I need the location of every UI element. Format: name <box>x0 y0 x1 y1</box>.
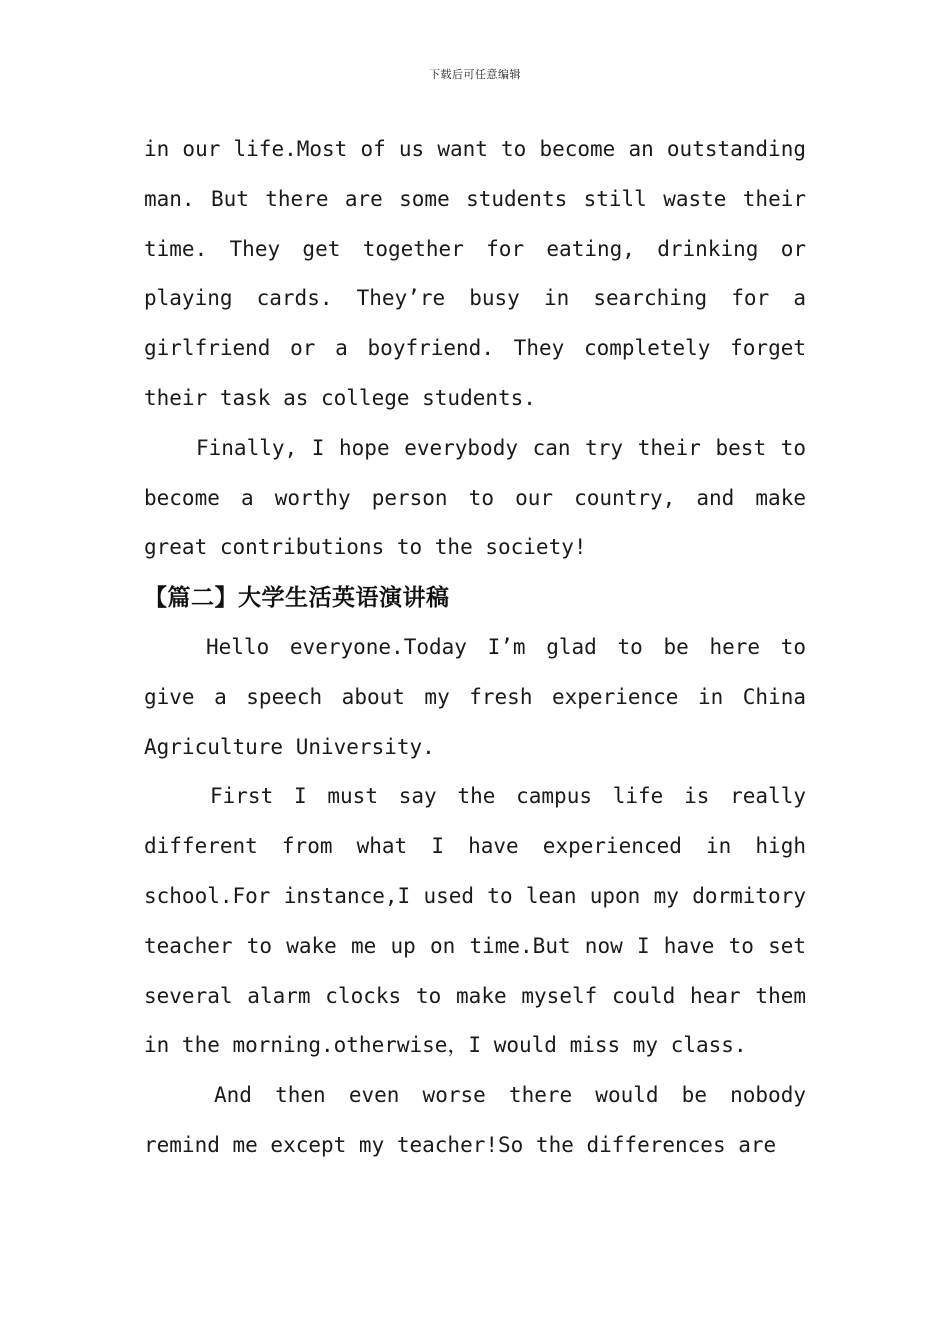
paragraph-continuation: in our life.Most of us want to become an outstanding man. But there are some students still waste their time. They get together for eating, drinking or playing cards. They’re busy in searching for a girlfriend or a boyfriend. They completely forget their task as college students. <box>144 137 806 410</box>
document-body <box>144 125 806 1171</box>
section-heading: 【篇二】大学生活英语演讲稿 <box>144 584 450 612</box>
paragraph-conclusion: Finally, I hope everybody can try their best to become a worthy person to our country, and make great contributions to the society! <box>144 435 806 560</box>
paragraph-campus-life: First I must say the campus life is really different from what I have experienced in high school.For instance,I used to lean upon my dormitory teacher to wake me up on time.But now I have to set several alarm clocks to make myself could hear them in the morning.otherwise，I would miss my class. <box>144 784 806 1058</box>
paragraph-differences: And then even worse there would be nobody remind me except my teacher!So the differences are <box>144 1083 806 1157</box>
page-header-note: 下载后可任意编辑 <box>429 68 521 81</box>
paragraph-greeting: Hello everyone.Today I’m glad to be here to give a speech about my fresh experience in China Agriculture University. <box>144 634 806 759</box>
